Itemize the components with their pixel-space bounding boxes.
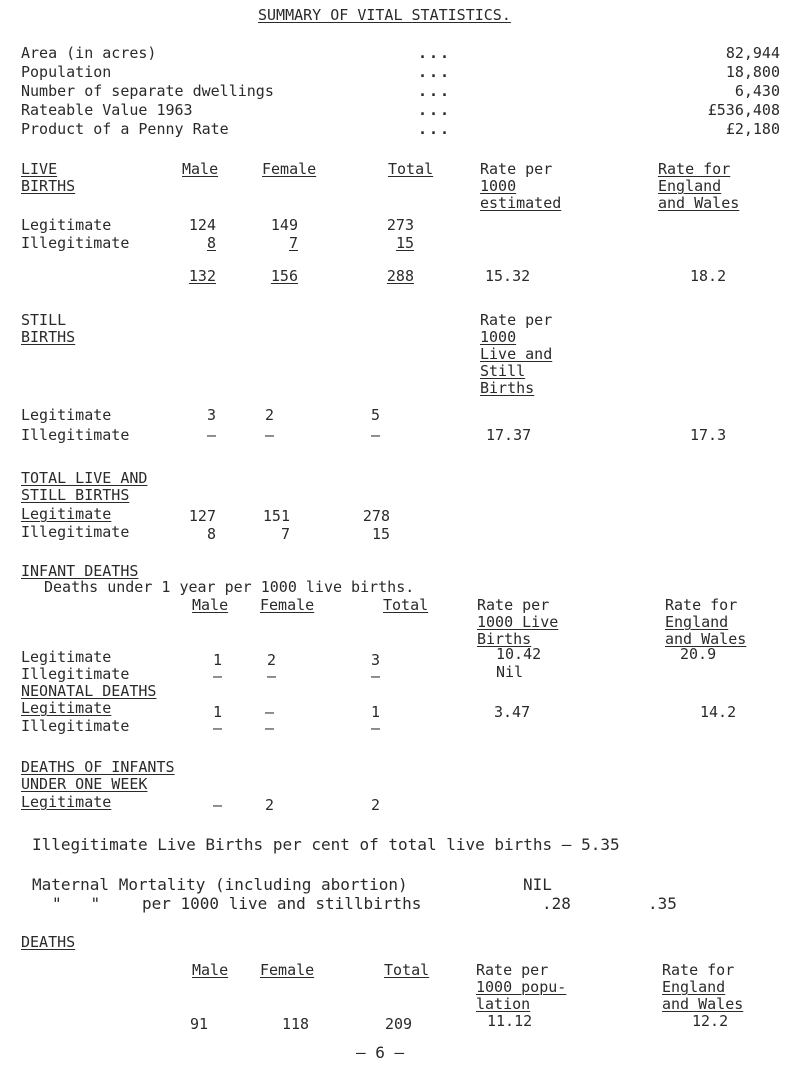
summary-value: £2,180 [725, 120, 780, 138]
cell-total: 5 [370, 406, 380, 424]
summary-value: 18,800 [725, 63, 780, 81]
cell-male: – [212, 796, 222, 814]
rate-value: 10.42 [496, 645, 542, 663]
col-header-england: and Wales [665, 630, 747, 648]
cell-total: – [370, 667, 380, 685]
row-label: Illegitimate [21, 665, 130, 683]
rate-value: 3.47 [494, 703, 531, 721]
cell-total: 1 [370, 703, 380, 721]
cell-total: 3 [370, 651, 380, 669]
summary-value: 6,430 [734, 82, 780, 100]
row-label: Legitimate [21, 699, 112, 717]
maternal-line1-label: Maternal Mortality (including abortion) [32, 875, 408, 894]
section-heading: INFANT DEATHS [21, 562, 139, 580]
cell-male: 3 [206, 406, 216, 424]
section-heading: TOTAL LIVE AND [21, 469, 148, 487]
page-title: SUMMARY OF VITAL STATISTICS. [258, 6, 511, 24]
col-header-rate: Births [477, 630, 532, 648]
row-label: Illegitimate [21, 717, 130, 735]
col-header-male: Male [192, 596, 229, 614]
col-header-england: England [662, 978, 726, 996]
section-heading: DEATHS [21, 933, 76, 951]
section-subheading: Deaths under 1 year per 1000 live births. [44, 578, 415, 596]
rate-value: Nil [496, 663, 524, 681]
col-header-rate: 1000 popu- [476, 978, 567, 996]
cell-female: – [266, 667, 276, 685]
summary-value: £536,408 [707, 101, 780, 119]
illegitimate-note: Illegitimate Live Births per cent of total live births – 5.35 [32, 835, 620, 854]
cell-female: 2 [266, 651, 276, 669]
row-label: Illegitimate [21, 426, 130, 444]
summary-label: Area (in acres) [21, 44, 157, 62]
col-header-total: Total [383, 596, 429, 614]
cell-female: – [264, 426, 274, 444]
cell-total: – [370, 719, 380, 737]
total-total: 288 [386, 267, 414, 285]
row-label: Legitimate [21, 648, 112, 666]
col-header-rate: Rate per [480, 160, 553, 178]
row-label: Illegitimate [21, 234, 130, 252]
col-header-female: Female [260, 961, 315, 979]
cell-female: 118 [282, 1015, 310, 1033]
col-header-male: Male [182, 160, 219, 178]
summary-label: Product of a Penny Rate [21, 120, 229, 138]
col-header-rate: estimated [480, 194, 562, 212]
col-header-rate: Live and [480, 345, 553, 363]
section-heading: BIRTHS [21, 328, 76, 346]
col-header-england: and Wales [658, 194, 740, 212]
maternal-line2-value: .35 [648, 894, 677, 913]
cell-male: 127 [188, 507, 216, 525]
row-label: Legitimate [21, 793, 112, 811]
cell-total: 15 [395, 234, 414, 252]
cell-male: 8 [206, 525, 216, 543]
col-header-rate: 1000 [480, 328, 517, 346]
row-label: Legitimate [21, 406, 112, 424]
rate-value: 17.37 [486, 426, 532, 444]
cell-female: 149 [270, 216, 298, 234]
cell-female: – [264, 719, 274, 737]
col-header-total: Total [388, 160, 434, 178]
maternal-line1-value: NIL [523, 875, 552, 894]
cell-male: – [212, 719, 222, 737]
cell-female: – [264, 703, 274, 721]
maternal-line2-label: per 1000 live and stillbirths [142, 894, 422, 913]
cell-female: 7 [288, 234, 298, 252]
col-header-rate: 1000 [480, 177, 517, 195]
cell-total: 278 [362, 507, 390, 525]
col-header-female: Female [262, 160, 317, 178]
cell-male: 91 [190, 1015, 209, 1033]
summary-label: Rateable Value 1963 [21, 101, 193, 119]
page-number: – 6 – [356, 1043, 405, 1062]
section-heading: DEATHS OF INFANTS [21, 758, 175, 776]
section-heading: UNDER ONE WEEK [21, 775, 148, 793]
england-rate-value: 17.3 [690, 426, 727, 444]
col-header-male: Male [192, 961, 229, 979]
col-header-england: and Wales [662, 995, 744, 1013]
col-header-rate: Still [480, 362, 526, 380]
ditto-mark: " " [52, 894, 101, 913]
col-header-england: Rate for [658, 160, 731, 178]
england-rate-value: 18.2 [690, 267, 727, 285]
cell-female: 2 [264, 796, 274, 814]
cell-total: 2 [370, 796, 380, 814]
summary-dots: ... [418, 120, 452, 138]
section-heading: LIVE [21, 160, 58, 178]
summary-dots: ... [418, 101, 452, 119]
cell-total: 15 [371, 525, 390, 543]
summary-dots: ... [418, 44, 452, 62]
col-header-rate: Rate per [477, 596, 550, 614]
summary-dots: ... [418, 82, 452, 100]
col-header-rate: Rate per [480, 311, 553, 329]
section-heading: STILL BIRTHS [21, 486, 130, 504]
section-heading: BIRTHS [21, 177, 76, 195]
section-heading: STILL [21, 311, 67, 329]
row-label: Illegitimate [21, 523, 130, 541]
cell-male: 1 [212, 703, 222, 721]
cell-total: – [370, 426, 380, 444]
col-header-england: England [658, 177, 722, 195]
col-header-rate: 1000 Live [477, 613, 559, 631]
maternal-line2-value: .28 [542, 894, 571, 913]
cell-female: 7 [280, 525, 290, 543]
col-header-england: Rate for [662, 961, 735, 979]
total-female: 156 [270, 267, 298, 285]
col-header-england: Rate for [665, 596, 738, 614]
row-label: Legitimate [21, 216, 112, 234]
cell-male: – [212, 667, 222, 685]
col-header-england: England [665, 613, 729, 631]
col-header-rate: Rate per [476, 961, 549, 979]
cell-total: 273 [386, 216, 414, 234]
summary-value: 82,944 [725, 44, 780, 62]
rate-value: 15.32 [485, 267, 531, 285]
row-label: Legitimate [21, 505, 112, 523]
england-rate-value: 14.2 [700, 703, 737, 721]
summary-label: Number of separate dwellings [21, 82, 274, 100]
col-header-rate: Births [480, 379, 535, 397]
cell-male: – [206, 426, 216, 444]
rate-value: 11.12 [487, 1012, 533, 1030]
col-header-total: Total [384, 961, 430, 979]
cell-total: 209 [385, 1015, 413, 1033]
col-header-rate: lation [476, 995, 531, 1013]
section-heading: NEONATAL DEATHS [21, 682, 157, 700]
cell-female: 151 [262, 507, 290, 525]
total-male: 132 [188, 267, 216, 285]
cell-female: 2 [264, 406, 274, 424]
england-rate-value: 12.2 [692, 1012, 729, 1030]
summary-dots: ... [418, 63, 452, 81]
summary-label: Population [21, 63, 112, 81]
cell-male: 124 [188, 216, 216, 234]
england-rate-value: 20.9 [680, 645, 717, 663]
col-header-female: Female [260, 596, 315, 614]
cell-male: 8 [206, 234, 216, 252]
cell-male: 1 [212, 651, 222, 669]
